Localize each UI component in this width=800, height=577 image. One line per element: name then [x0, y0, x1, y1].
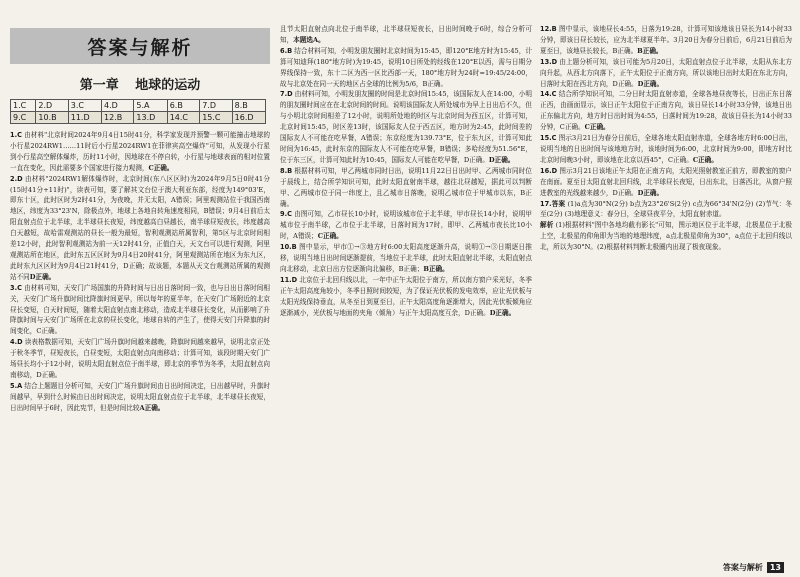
explanation-text: 图示3月21日该地正午太阳在正南方向，太阳光照射教室正前方，即教室的窗户在南面。夏至日太阳直射北回归线，北半球昼长夜短，日出东北，日落西北，从窗户照进教室的光线越来越少，D正确。	[540, 166, 792, 197]
answer-conclusion: 本题选A。	[293, 35, 325, 44]
answer-paragraph	[540, 166, 792, 199]
column-left-body	[10, 130, 270, 414]
question-number: 6.B	[280, 46, 293, 55]
explanation-text: (1)根据材料"图中各地均截有影长"可知，图示地区位于北半球，北极星位于北极上空，北极星的仰角即为当地的地理纬度，a点北极星仰角为30°，a点位于北回归线以北，所以为30°N。(2)根据材料判断北极圈内出现了极夜现象。	[540, 221, 792, 252]
answer-paragraph	[280, 24, 532, 46]
answer-paragraph	[10, 337, 270, 381]
answer-conclusion: A正确。	[139, 403, 165, 412]
answer-paragraph	[10, 174, 270, 283]
answer-cell: 4.D	[102, 100, 134, 112]
answer-conclusion: C正确。	[584, 123, 610, 132]
answer-cell: 11.D	[68, 112, 101, 124]
question-number: 8.B	[280, 166, 293, 175]
column-right	[540, 24, 792, 577]
question-number: 16.D	[540, 166, 558, 175]
answer-conclusion: D正确。	[489, 308, 516, 317]
question-number: 9.C	[280, 210, 292, 219]
answer-cell: 16.D	[232, 112, 265, 124]
question-number: 5.A	[10, 381, 23, 390]
explanation-text: 由材料可知，天安门广场国旗的升降时间与日出日落时间一致，也与日出日落时间相关，天安门广场升旗时间比降旗时间更早，所以每年的夏半年，在天安门广场附近的北京昼长变短，白天时间短，随着太阳直射点南北移动，造成北半球昼长变化，从而影响了升降旗时间与天安门广场所在北京的昼长变化，地球自转的产生了，使得天安门升降旗的时间变化，C正确。	[10, 283, 270, 336]
answer-paragraph	[540, 24, 792, 57]
explanation-text: 结合所学知识可知，二分日时太阳直射赤道，全球各地昼夜等长，日出正东日落正西，由画面显示，该日正午太阳位于正南方向，该日昼长14小时33分钟，该地日出正东偏北方向，地方时日出时间为4:55，日落时间为19:28，故该日昼长为14小时33分钟，C正确。	[540, 90, 792, 132]
explanation-text: 由材料可知，小明发朋友圈的时间是北京时间15:45，该国际友人在14:00，小明的朋友圈时间应在在北京时间的时间。说明该国际友人所处城市为早上日出后不久，但与小明北京时间相差了12小时，说明所处地的时区与北京时间为西五区，计算可知，北京时间15:45，时区差13时，该国际友人位于西五区，地方时为2:45，此时间差的国际友人不可能在吃早餐，A错误；东京经度为139.73°E，位于东九区，计算可知此时间为16:45，此时东京的国际友人不可能在吃早餐，B错误；多哈经度为51.56°E，位于东三区，计算可知此时为10:45，国际友人可能在吃早餐，D正确。	[280, 90, 532, 164]
page-footer	[723, 562, 784, 573]
question-number: 12.B	[540, 25, 557, 33]
answer-paragraph	[280, 166, 532, 210]
answer-conclusion: D正确。	[488, 155, 515, 164]
answer-paragraph	[280, 275, 532, 319]
answer-cell: 1.C	[11, 100, 36, 112]
question-number: 7.D	[280, 90, 293, 99]
explanation-text: 由图可知，乙市昼长10小时，说明该城市位于北半球，甲市昼长14小时，说明甲城市位于南半球，乙市位于北半球，日落时间为17时，即甲、乙两城市夜长比10小时，A错误；	[280, 210, 532, 241]
answer-cell: 13.D	[134, 112, 167, 124]
answer-paragraph	[540, 133, 792, 166]
answer-conclusion: C正确。	[692, 155, 718, 164]
column-middle	[280, 24, 532, 577]
answer-cell: 14.C	[167, 112, 199, 124]
explanation-text: (1)a点为30°N(2分) b点为23°26'S(2分) c点为66°34'N(2分) (2)节气：冬至(2分) (3)地理意义：春分日，全球昼夜平分，太阳直射赤道。	[540, 199, 792, 219]
question-number: 11.D	[280, 275, 298, 284]
answer-cell: 9.C	[11, 112, 36, 124]
answer-cell: 15.C	[200, 112, 232, 124]
answer-conclusion: C正确。	[148, 163, 174, 172]
answer-conclusion: C正确。	[317, 232, 343, 241]
question-number: 解析	[540, 221, 554, 230]
page-number: 13	[767, 562, 784, 573]
explanation-text: 由上题分析可知，该日可能为5月20日，太阳直射点位于北半球，太阳从东北方向升起，从西北方向落下，正午太阳位于正南方向，所以该地日出时太阳在东北方向，日落时太阳在西北方向，D正确。	[540, 57, 792, 88]
answer-conclusion: B正确。	[637, 46, 663, 55]
answer-cell: 5.A	[134, 100, 167, 112]
footer-label: 答案与解析	[722, 563, 763, 572]
answer-paragraph	[540, 89, 792, 133]
answer-cell: 2.D	[36, 100, 68, 112]
answer-paragraph	[10, 283, 270, 338]
column-right-body	[540, 24, 792, 253]
answer-cell: 3.C	[68, 100, 101, 112]
answer-conclusion: B正确。	[423, 264, 449, 273]
answer-cell: 10.B	[36, 112, 68, 124]
chapter-label: 第一章	[79, 78, 119, 93]
question-number: 1.C	[10, 131, 22, 139]
answer-paragraph	[10, 130, 270, 174]
answer-cell: 6.B	[167, 100, 199, 112]
question-number: 14.C	[540, 90, 557, 99]
answer-cell: 12.B	[102, 112, 134, 124]
answer-paragraph	[280, 46, 532, 90]
question-number: 3.C	[10, 283, 22, 292]
answer-cell: 8.B	[232, 100, 265, 112]
answer-paragraph	[540, 57, 792, 90]
explanation-text: 图示3月21日为春分日前后，全球各地太阳直射赤道，全球各地方时6:00日出，说明当地的日出时间与该地地方时，该地时间为6:00，北京时间为9:00，即地方时比北京时间晚3小时，即该地在北京以西45°，C正确。	[540, 134, 792, 164]
answer-paragraph	[540, 199, 792, 221]
chapter-heading	[10, 74, 270, 93]
explanation-text: 读表格数据可知，天安门广场升旗时间越来越晚，降旗时间越来越早，说明北京正处于秋冬季节，昼短夜长，白昼变短，太阳直射点向南移动；计算可知，该段时期天安门广场昼长均小于12小时，说明太阳直射点位于南半球，即北京的季节为冬季，太阳直射点向南移动，D正确。	[10, 338, 270, 379]
question-number: 15.C	[540, 134, 557, 143]
answer-table-row	[11, 112, 266, 124]
page-title: 答案与解析	[10, 28, 270, 64]
explanation-text: 根据材料可知，甲乙两城市同时日出，说明11月22日日出时甲、乙两城市同时位于晨线上，结合所学知识可知，此时太阳直射南半球，越往北昼越短，据此可以判断甲、乙两城市位于同一纬度上，且乙城市日落晚，说明乙城市位于甲城市以东，B正确。	[280, 166, 532, 208]
question-number: 17.答案	[540, 199, 566, 208]
column-left	[10, 0, 270, 577]
question-number: 13.D	[540, 57, 558, 66]
answer-key-table	[10, 99, 266, 124]
answer-paragraph	[10, 381, 270, 414]
explanation-text: 且节太阳直射点向北位于南半球，北半球昼短夜长，日出时间晚于6时，综合分析可知，	[280, 25, 532, 44]
question-number: 2.D	[10, 174, 23, 183]
explanation-text: 由材料"北京时间2024年9月4日15时41分，科学家发现并预警一颗可能撞击地球的小行星2024RW1……11时后小行星2024RW1在菲律宾高空爆炸"可知，从发现小行星到小行星高空解体爆炸，历时11小时，因地球在不停自转，小行星与地球表面的相对位置一直在变化，因此需要多个国家进行接力观测，	[10, 131, 270, 172]
question-number: 10.B	[280, 243, 297, 252]
answer-table-row	[11, 100, 266, 112]
explanation-text: 图中显示，甲市①→③地方时6:00太阳高度逐渐升高，说明①→③日期逐日推移，说明当地日出时间逐渐提前，当地位于北半球，此时太阳直射北半球，太阳直射点向北移动，北京日出方位逐渐向北偏移，B正确；	[280, 243, 532, 273]
answer-conclusion: D正确。	[637, 188, 664, 197]
answer-conclusion: D正确。	[29, 272, 56, 281]
chapter-name: 地球的运动	[135, 78, 201, 93]
answer-paragraph	[280, 89, 532, 165]
explanation-text: 北京位于北回归线以北，一年中正午太阳位于南方，所以南方窗户采光好，冬季正午太阳高度角较小，冬季日照时间较短，为了保证光伏板的发电效率，应让光伏板与太阳光线保持垂直，从冬至日到夏至日，正午太阳高度角逐渐增大，因此光伏板倾角应逐渐减小，光伏板与地面的夹角（倾角）与正午太阳高度互余，D正确。	[280, 275, 532, 317]
answer-paragraph	[540, 220, 792, 253]
explanation-text: 结合材料可知，小明发朋友圈时北京时间为15:45，即120°E地方时为15:45，计算可知迪拜(180°地方时)为19:45，说明10日所处的经线在120°E以西，需与日期分界线保持一致，东十二区为西一区比西部一天，180°地方时为24时=19:45/24:00，故与北京处在同一天的地区占全球的比例为5/6，B正确。	[280, 46, 532, 88]
explanation-text: 结合上题题目分析可知，天安门广场升旗时间由日出时间决定，日出越早时，升旗时间越早，早到什么时候由日出时间决定，说明太阳直射点位于北半球，北半球昼长夜短，日出时间早于6时，因此宪节，但是时间比较	[10, 381, 270, 412]
column-middle-body	[280, 24, 532, 318]
answer-paragraph	[280, 242, 532, 275]
answer-conclusion: D正确。	[637, 79, 664, 88]
question-number: 4.D	[10, 338, 23, 347]
answer-cell: 7.D	[200, 100, 232, 112]
explanation-text: 图中显示，该地昼长4:55，日落为19:28，计算可知该地该日昼长为14小时33分钟，即该日昼长较长，应为北半球夏半年。3月20日为春分日前后，6月21日前后为夏至日，该地昼长较长，B正确。	[540, 25, 792, 55]
explanation-text: 由材料"2024RW1解体爆炸时，北京时间(东八区区时)为2024年9月5日0时41分(15时41分+11时)"，读表可知，要了解其文台位于澳大利亚东部，经度为149°03'E，即东十区，此时区时为2时41分，为夜晚，并无太阳，A错误；阿里观测站位于我国西南地区，纬度为33°23'N，除极点外，地球上各地自转角速度相同，B错误；9月4日前后太阳直射点位于北半球，北半球昼长夜短，纬度越高白昼越长，南半球昼短夜长，纬度越高白天越短，故哈雷观测站的昼长一般为最短，智利观测站所属智利，第5区与北京时间相差12小时，此时智利观测站为前一天12时41分，正值白天，天文台可以进行观测，阿里观测站所在地区，此时东五区区时为9月4日20时41分，阿里观测站所在地区为东九区，此时东九区区时为9月4日21时41分，D正确；故该题，本题从天文台观测站所属的观测站不同	[10, 174, 270, 281]
answer-paragraph	[280, 209, 532, 242]
